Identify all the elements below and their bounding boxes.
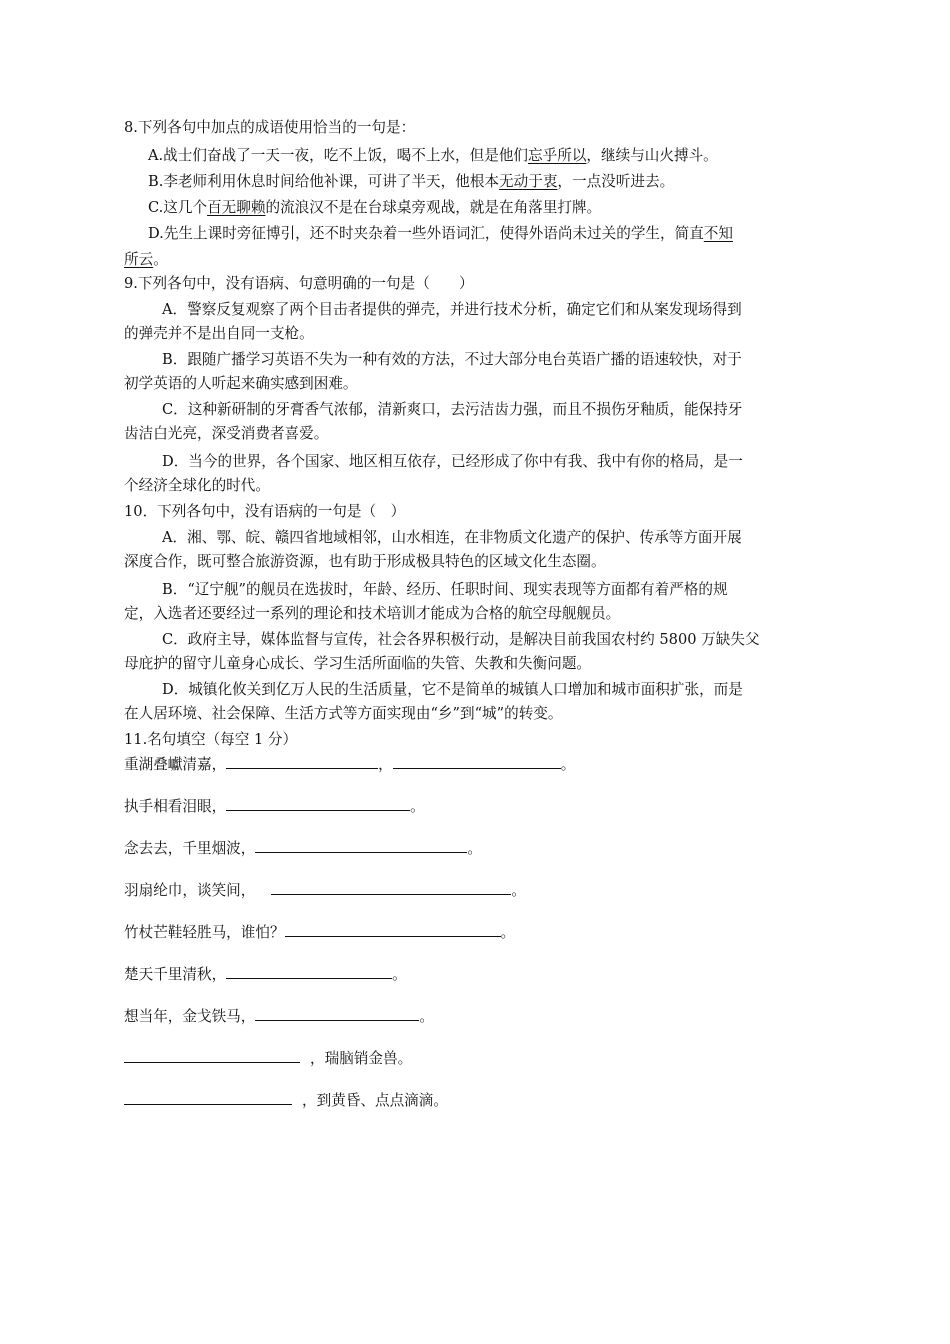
q10-option-c-line2: 母庇护的留守儿童身心成长、学习生活所面临的失管、失教和失衡问题。 — [124, 655, 592, 672]
q8-c-text-pre: C.这几个 — [148, 199, 208, 216]
q9-stem: 9.下列各句中，没有语病、句意明确的一句是（ ） — [124, 275, 474, 292]
q11-item-7-blank[interactable] — [255, 1006, 419, 1021]
q8-option-d — [148, 224, 733, 244]
q8-b-idiom: 无动于衷 — [499, 173, 558, 190]
q10-option-b-line1: B．“辽宁舰”的舰员在选拔时，年龄、经历、任职时间、现实表现等方面都有着严格的规 — [162, 581, 728, 598]
q8-d-text-post: 。 — [153, 251, 168, 268]
q9-option-b-line1: B．跟随广播学习英语不失为一种有效的方法，不过大部分电台英语广播的语速较快，对于 — [162, 351, 742, 368]
q11-item-4 — [124, 880, 526, 901]
q9-option-d-line1: D．当今的世界，各个国家、地区相互依存，已经形成了你中有我、我中有你的格局，是一 — [162, 453, 743, 470]
q11-item-6-prompt: 楚天千里清秋， — [124, 966, 227, 983]
q8-a-idiom: 忘乎所以 — [528, 147, 587, 164]
q11-item-9 — [124, 1090, 448, 1111]
q11-item-4-prompt: 羽扇纶巾，谈笑间， — [124, 882, 256, 899]
q8-stem: 8.下列各句中加点的成语使用恰当的一句是： — [124, 119, 416, 136]
q8-option-b — [148, 172, 674, 192]
q11-item-8-text: ，瑞脑销金兽。 — [310, 1050, 413, 1067]
q11-item-1-prompt: 重湖叠巘清嘉， — [124, 756, 227, 773]
q11-item-1 — [124, 754, 575, 775]
q11-item-9-text: ，到黄昏、点点滴滴。 — [302, 1092, 448, 1109]
q11-item-1-end: 。 — [560, 756, 576, 773]
q11-item-7 — [124, 1006, 434, 1027]
q11-item-7-end: 。 — [419, 1008, 434, 1025]
q11-item-7-prompt: 想当年，金戈铁马， — [124, 1008, 256, 1025]
q9-option-b-line2: 初学英语的人听起来确实感到困难。 — [124, 375, 358, 392]
q8-a-text-pre: A.战士们奋战了一天一夜，吃不上饭，喝不上水，但是他们 — [148, 147, 529, 164]
q11-item-3 — [124, 838, 482, 859]
q8-b-text-pre: B.李老师利用休息时间给他补课，可讲了半天，他根本 — [148, 173, 500, 190]
q11-item-2-blank[interactable] — [226, 796, 410, 811]
q11-item-5 — [124, 922, 515, 943]
q8-d-text-pre: D.先生上课时旁征博引，还不时夹杂着一些外语词汇，使得外语尚未过关的学生，简直 — [148, 225, 704, 242]
q11-item-5-prompt: 竹杖芒鞋轻胜马，谁怕？ — [124, 924, 285, 941]
q10-stem: 10．下列各句中，没有语病的一句是（ ） — [124, 503, 406, 520]
q9-option-a-line2: 的弹壳并不是出自同一支枪。 — [124, 325, 314, 342]
q11-item-6-end: 。 — [392, 966, 407, 983]
q8-b-text-post: ，一点没听进去。 — [557, 173, 675, 190]
q8-c-text-post: 的流浪汉不是在台球桌旁观战，就是在角落里打牌。 — [265, 199, 602, 216]
q11-item-1-blank-a[interactable] — [226, 754, 378, 769]
q11-item-3-prompt: 念去去，千里烟波， — [124, 840, 256, 857]
q11-item-1-blank-b[interactable] — [393, 754, 561, 769]
q9-option-d-line2: 个经济全球化的时代。 — [124, 477, 270, 494]
q9-option-c-line1: C．这种新研制的牙膏香气浓郁，清新爽口，去污洁齿力强，而且不损伤牙釉质，能保持牙 — [162, 401, 743, 418]
q11-item-4-end: 。 — [511, 882, 526, 899]
q11-item-3-end: 。 — [467, 840, 482, 857]
q11-item-6 — [124, 964, 407, 985]
q8-option-d-cont — [124, 250, 168, 270]
q8-option-c — [148, 198, 601, 218]
q8-d-idiom-part2: 所云 — [124, 251, 154, 268]
q10-option-d-line1: D．城镇化攸关到亿万人民的生活质量，它不是简单的城镇人口增加和城市面积扩张，而是 — [162, 681, 743, 698]
q11-item-8 — [124, 1048, 412, 1069]
q10-option-c-line1: C．政府主导，媒体监督与宣传，社会各界积极行动，是解决目前我国农村约 5800 万缺失父 — [162, 631, 760, 648]
q11-item-6-blank[interactable] — [226, 964, 392, 979]
q11-item-2 — [124, 796, 425, 817]
q11-stem: 11.名句填空（每空 1 分） — [124, 731, 298, 748]
q8-d-idiom-part1: 不知 — [703, 225, 733, 242]
q9-option-c-line2: 齿洁白光亮，深受消费者喜爱。 — [124, 425, 329, 442]
q10-option-b-line2: 定，入选者还要经过一系列的理论和技术培训才能成为合格的航空母舰舰员。 — [124, 605, 621, 622]
q11-item-1-sep: ， — [378, 756, 393, 773]
q11-item-9-blank[interactable] — [124, 1090, 292, 1105]
q8-a-text-post: ，继续与山火搏斗。 — [586, 147, 718, 164]
q9-option-a-line1: A．警察反复观察了两个目击者提供的弹壳，并进行技术分析，确定它们和从案发现场得到 — [162, 301, 742, 318]
q11-item-2-prompt: 执手相看泪眼， — [124, 798, 227, 815]
q11-item-4-blank[interactable] — [271, 880, 511, 895]
q10-option-a-line1: A．湘、鄂、皖、赣四省地域相邻，山水相连，在非物质文化遗产的保护、传承等方面开展 — [162, 529, 742, 546]
q11-item-5-end: 。 — [500, 924, 516, 941]
q11-item-5-blank[interactable] — [285, 922, 501, 937]
q8-option-a — [148, 146, 718, 166]
q11-item-3-blank[interactable] — [255, 838, 467, 853]
q11-item-8-blank[interactable] — [124, 1048, 300, 1063]
q10-option-a-line2: 深度合作，既可整合旅游资源，也有助于形成极具特色的区域文化生态圈。 — [124, 553, 606, 570]
q8-c-idiom: 百无聊赖 — [207, 199, 266, 216]
q11-item-2-end: 。 — [410, 798, 425, 815]
q10-option-d-line2: 在人居环境、社会保障、生活方式等方面实现由“乡”到“城”的转变。 — [124, 705, 563, 722]
